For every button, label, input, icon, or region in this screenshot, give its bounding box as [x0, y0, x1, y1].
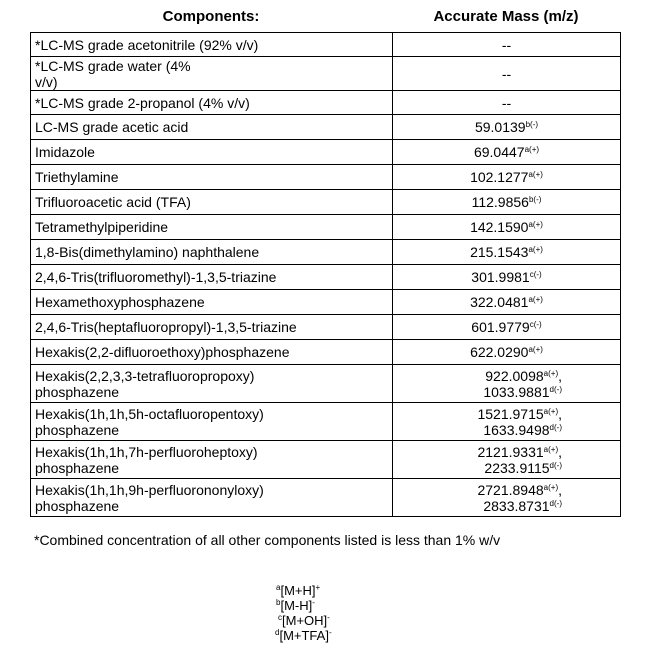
component-name-text: 2,4,6-Tris(heptafluoropropyl)-1,3,5-triazine	[35, 319, 297, 335]
component-name	[31, 479, 393, 517]
legend-ion: [M+OH]	[282, 613, 328, 628]
table-row	[31, 140, 621, 165]
legend-ion: [M+TFA]	[279, 628, 329, 643]
table-row	[31, 403, 621, 441]
components-header: Components:	[162, 8, 260, 25]
mass-value: --	[501, 65, 512, 82]
legend-item	[276, 598, 650, 613]
accurate-mass	[393, 33, 621, 57]
legend-ion: [M-H]	[280, 598, 313, 613]
component-name-text: Triethylamine	[35, 169, 119, 185]
accurate-mass	[393, 140, 621, 165]
table-row	[31, 441, 621, 479]
table-row	[31, 57, 621, 91]
legend-charge: -	[312, 598, 315, 607]
footnote: *Combined concentration of all other components listed is less than 1% w/v	[34, 532, 501, 548]
accurate-mass	[393, 290, 621, 315]
accurate-mass	[393, 91, 621, 115]
legend-ion: [M+H]	[280, 583, 316, 598]
legend-key: a	[276, 583, 281, 592]
component-name	[31, 165, 393, 190]
component-name	[31, 315, 393, 340]
table-row	[31, 165, 621, 190]
component-name	[31, 365, 393, 403]
ion-type-superscript: c(-)	[529, 270, 542, 279]
component-name	[31, 33, 393, 57]
ion-type-superscript: a(+)	[528, 170, 543, 179]
table-row	[31, 315, 621, 340]
component-name-text: Hexakis(2,2,3,3-tetrafluoropropoxy) phosphazene	[35, 367, 255, 400]
components-table	[30, 32, 621, 517]
component-name	[31, 403, 393, 441]
ion-legend	[0, 583, 650, 643]
table-row	[31, 365, 621, 403]
mass-value: 2833.8731	[483, 497, 550, 514]
mass-value: 322.0481	[470, 294, 529, 310]
table-row	[31, 33, 621, 57]
accurate-mass: $922.0098^{a(+)}$, $1033.9881^{d(-)}$	[393, 365, 621, 403]
accurate-mass	[393, 265, 621, 290]
component-name-text: Hexakis(1h,1h,7h-perfluoroheptoxy) phosphazene	[35, 443, 258, 476]
component-name-text: Hexakis(1h,1h,5h-octafluoropentoxy) phosphazene	[35, 405, 264, 438]
accurate-mass	[393, 115, 621, 140]
component-name	[31, 441, 393, 479]
mass-value: 112.9856	[471, 194, 529, 210]
component-name	[31, 115, 393, 140]
legend-item	[276, 583, 650, 598]
component-name-text: Imidazole	[35, 144, 95, 160]
table-row	[31, 340, 621, 365]
mass-value: 1521.9715	[477, 405, 544, 422]
table-row	[31, 290, 621, 315]
component-name-text: LC-MS grade acetic acid	[35, 119, 189, 135]
component-name	[31, 91, 393, 115]
legend-key: b	[276, 598, 281, 607]
mass-value: 301.9981	[471, 269, 530, 285]
table-row	[31, 190, 621, 215]
component-name-text: Hexakis(2,2-difluoroethoxy)phosphazene	[35, 344, 290, 360]
legend-key: d	[275, 628, 280, 637]
accurate-mass	[393, 190, 621, 215]
component-name-text: Tetramethylpiperidine	[35, 219, 169, 235]
accurate-mass	[393, 165, 621, 190]
component-name	[31, 57, 393, 91]
component-name-text: 2,4,6-Tris(trifluoromethyl)-1,3,5-triazine	[35, 269, 277, 285]
mass-value: 1633.9498	[483, 421, 550, 438]
table-row	[31, 265, 621, 290]
ion-type-superscript: a(+)	[543, 444, 559, 454]
legend-item	[278, 613, 650, 628]
legend-charge: -	[327, 613, 330, 622]
ion-type-superscript: d(-)	[549, 460, 562, 470]
mass-value: 215.1543	[470, 244, 529, 260]
legend-item	[275, 628, 650, 643]
component-name-text: 1,8-Bis(dimethylamino) naphthalene	[35, 244, 260, 260]
mass-value: 59.0139	[474, 119, 526, 135]
component-name	[31, 290, 393, 315]
mass-value: 102.1277	[470, 169, 529, 185]
accurate-mass	[393, 57, 621, 91]
mass-value: 622.0290	[470, 344, 529, 360]
component-name	[31, 190, 393, 215]
ion-type-superscript: d(-)	[549, 498, 562, 508]
table-row	[31, 91, 621, 115]
accurate-mass	[393, 340, 621, 365]
accurate-mass	[393, 315, 621, 340]
component-name-text: Hexamethoxyphosphazene	[35, 294, 205, 310]
accurate-mass: $2121.9331^{a(+)}$, $2233.9115^{d(-)}$	[393, 441, 621, 479]
ion-type-superscript: a(+)	[528, 220, 543, 229]
mass-value: 142.1590	[470, 219, 529, 235]
ion-type-superscript: b(-)	[525, 120, 539, 129]
component-name-text: Trifluoroacetic acid (TFA)	[35, 194, 191, 210]
mass-value: 601.9779	[471, 319, 530, 335]
table-row	[31, 215, 621, 240]
ion-type-superscript: a(+)	[543, 482, 559, 492]
ion-type-superscript: b(-)	[528, 195, 542, 204]
mass-value: 922.0098	[485, 367, 544, 384]
ion-type-superscript: a(+)	[528, 295, 543, 304]
ion-type-superscript: d(-)	[549, 384, 562, 394]
mass-value: --	[501, 36, 512, 53]
component-name-text: *LC-MS grade acetonitrile (92% v/v)	[35, 36, 259, 53]
legend-charge: +	[315, 583, 321, 592]
mass-value: 2121.9331	[477, 443, 544, 460]
component-name-text: Hexakis(1h,1h,9h-perfluorononyloxy) phosphazene	[35, 481, 264, 514]
legend-charge: -	[328, 628, 332, 637]
ion-type-superscript: d(-)	[549, 422, 562, 432]
accurate-mass: $1521.9715^{a(+)}$, $1633.9498^{d(-)}$	[393, 403, 621, 441]
ion-type-superscript: a(+)	[543, 406, 559, 416]
accurate-mass	[393, 215, 621, 240]
mass-value: 2233.9115	[484, 459, 550, 476]
accurate-mass: $2721.8948^{a(+)}$, $2833.8731^{d(-)}$	[393, 479, 621, 517]
accurate-mass-header: Accurate Mass (m/z)	[433, 8, 579, 25]
ion-type-superscript: c(-)	[529, 320, 542, 329]
component-name	[31, 265, 393, 290]
ion-type-superscript: a(+)	[543, 368, 559, 378]
ion-type-superscript: a(+)	[528, 345, 543, 354]
accurate-mass	[393, 240, 621, 265]
mass-value: 2721.8948	[477, 481, 544, 498]
table-row	[31, 115, 621, 140]
component-name-text: *LC-MS grade water (4% v/v)	[35, 57, 191, 90]
table-row	[31, 479, 621, 517]
ion-type-superscript: a(+)	[524, 145, 540, 154]
mass-value: 69.0447	[473, 144, 525, 160]
legend-key: c	[278, 613, 282, 622]
component-name	[31, 215, 393, 240]
mass-value: 1033.9881	[483, 383, 550, 400]
table-header	[30, 8, 620, 30]
mass-value: --	[501, 94, 512, 111]
component-name	[31, 340, 393, 365]
ion-type-superscript: a(+)	[528, 245, 543, 254]
component-name	[31, 240, 393, 265]
component-name	[31, 140, 393, 165]
component-name-text: *LC-MS grade 2-propanol (4% v/v)	[35, 94, 250, 111]
table-row	[31, 240, 621, 265]
